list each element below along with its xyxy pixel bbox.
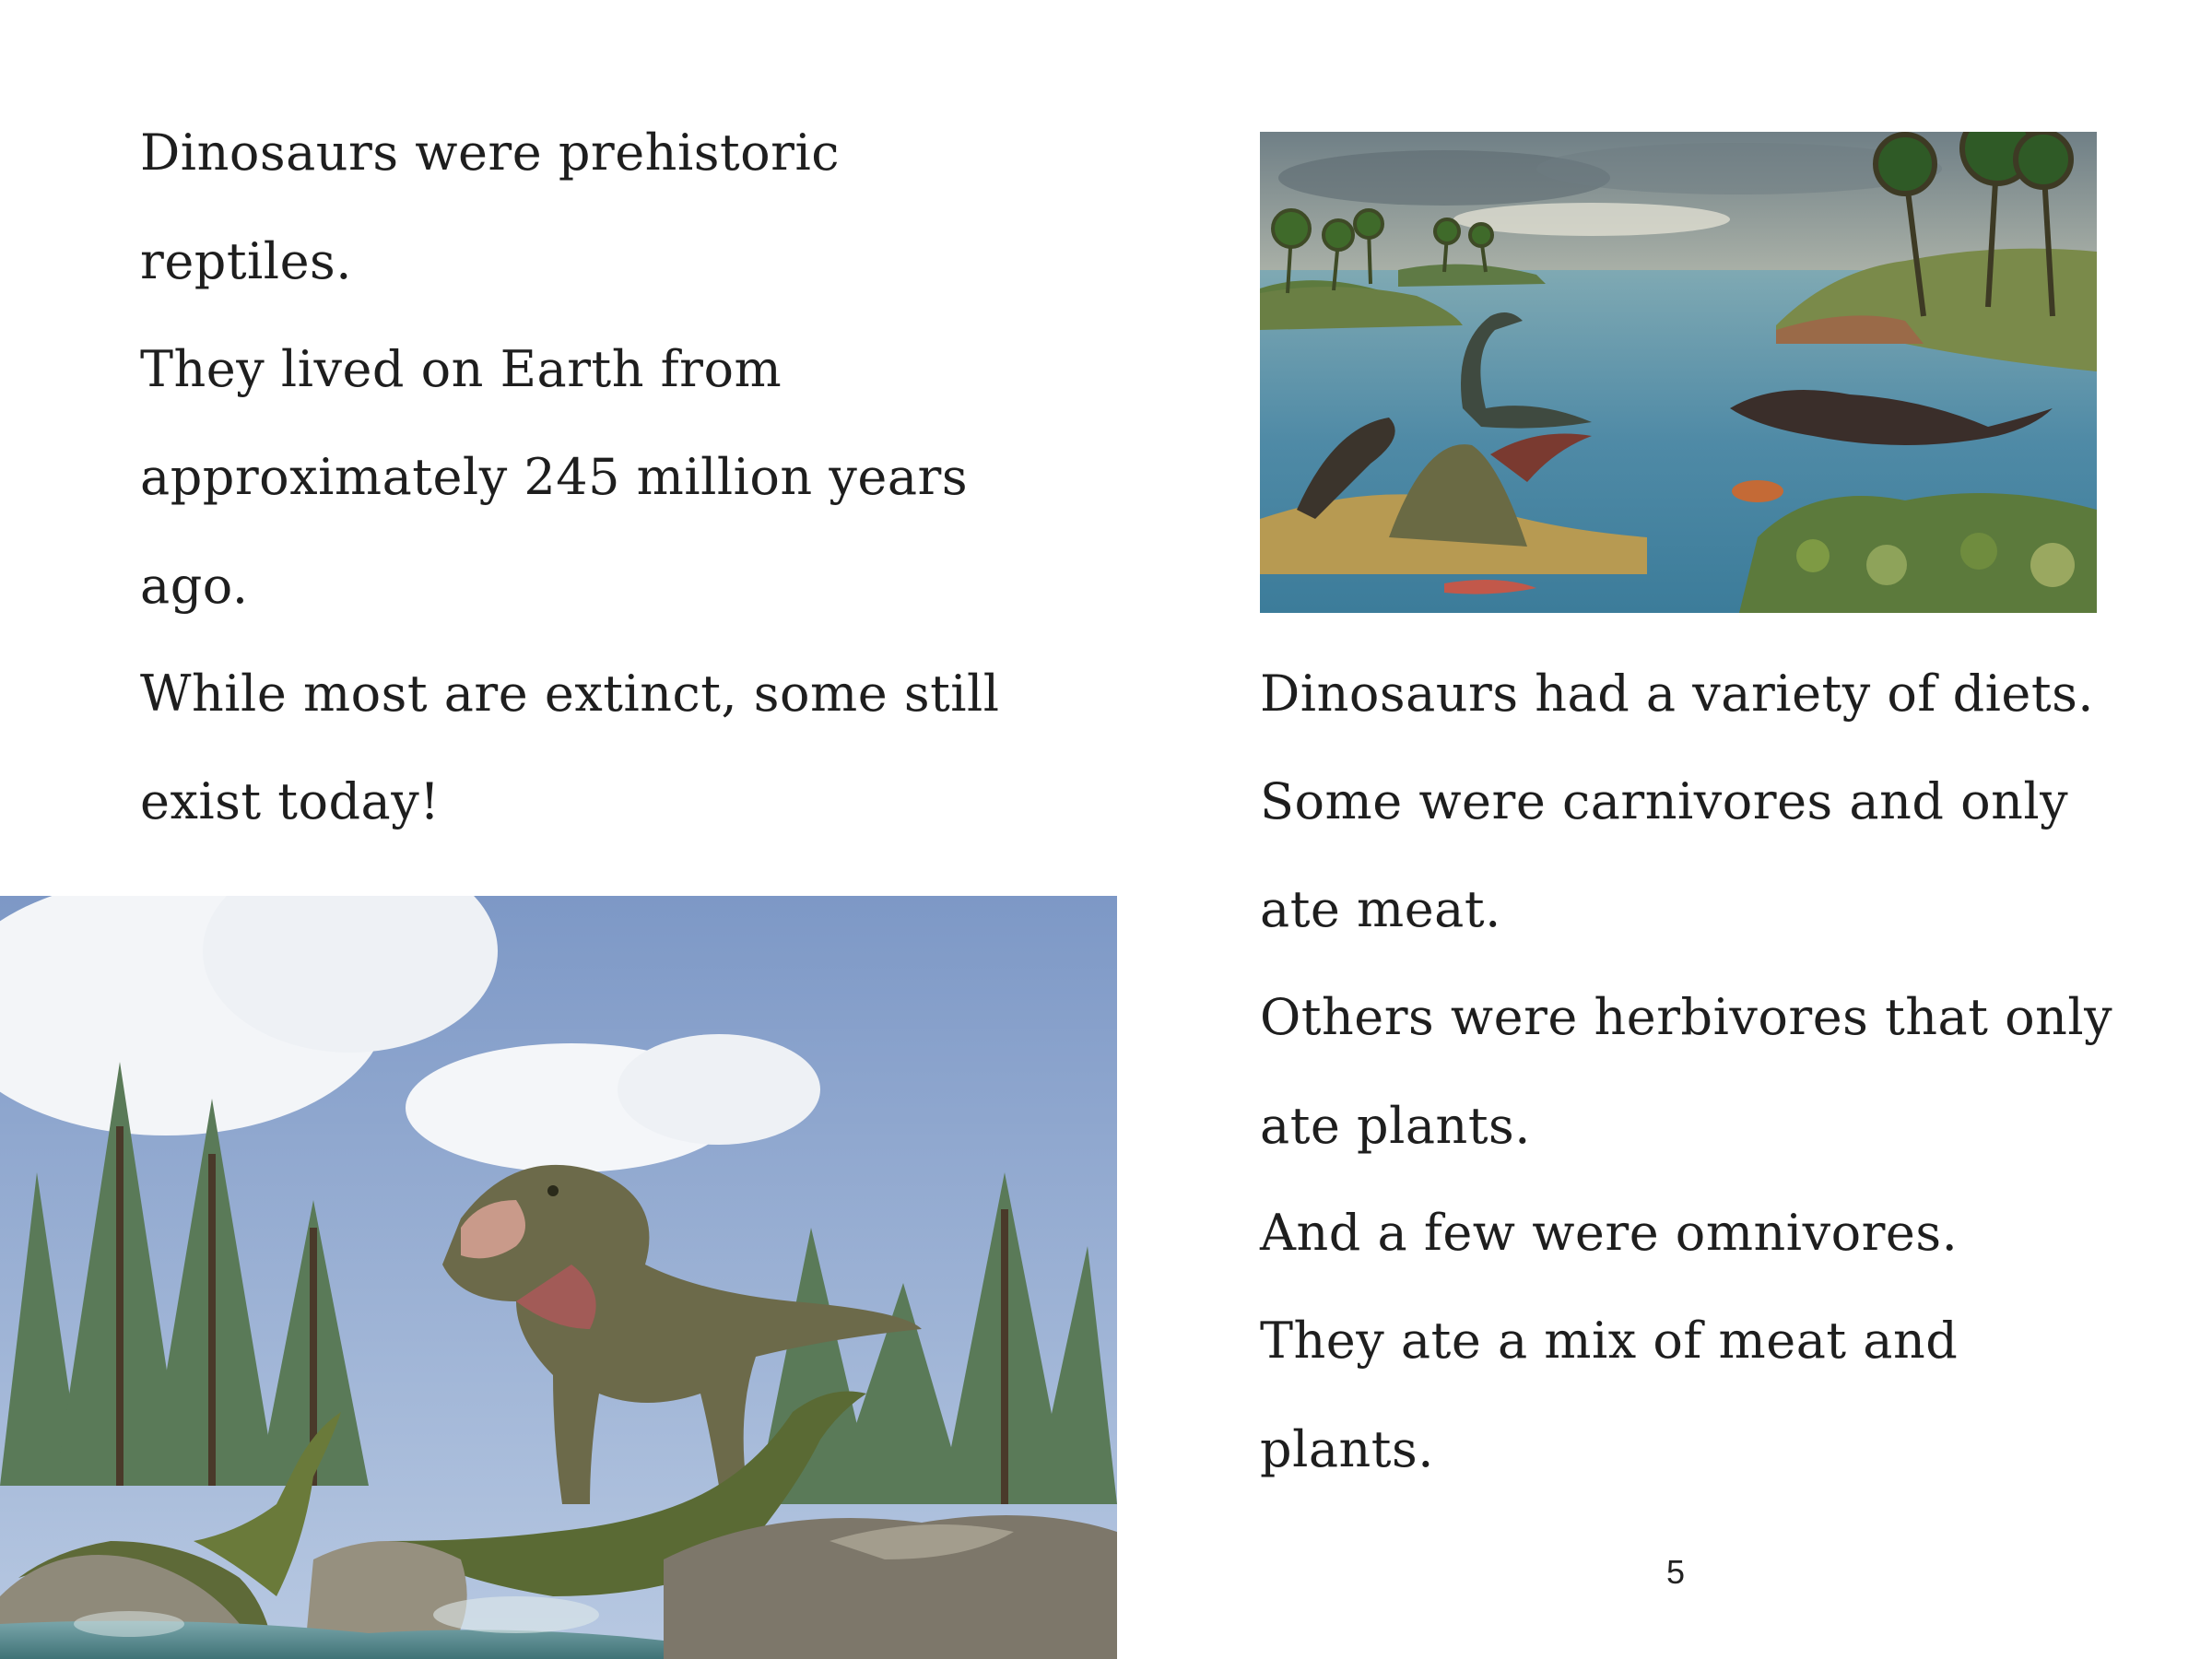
- text-line: exist today!: [140, 772, 441, 830]
- text-line: ate meat.: [1260, 880, 1501, 938]
- text-line: They ate a mix of meat and: [1260, 1312, 1959, 1370]
- text-line: They lived on Earth from: [140, 340, 782, 398]
- text-line: Dinosaurs were prehistoric: [140, 124, 840, 182]
- text-line: While most are extinct, some still: [140, 665, 1000, 723]
- text-line: ate plants.: [1260, 1097, 1531, 1155]
- text-line: And a few were omnivores.: [1260, 1204, 1959, 1262]
- prehistoric-sea-illustration: [1260, 132, 2097, 613]
- text-line: ago.: [140, 557, 249, 615]
- text-line: Dinosaurs had a variety of diets.: [1260, 665, 2094, 723]
- page-number: 5: [1666, 1553, 1686, 1591]
- text-line: Some were carnivores and only: [1260, 772, 2069, 830]
- text-line: Others were herbivores that only: [1260, 988, 2113, 1046]
- text-line: plants.: [1260, 1420, 1434, 1478]
- text-line: approximately 245 million years: [140, 448, 969, 506]
- text-line: reptiles.: [140, 232, 352, 290]
- trex-forest-illustration: [0, 896, 1117, 1659]
